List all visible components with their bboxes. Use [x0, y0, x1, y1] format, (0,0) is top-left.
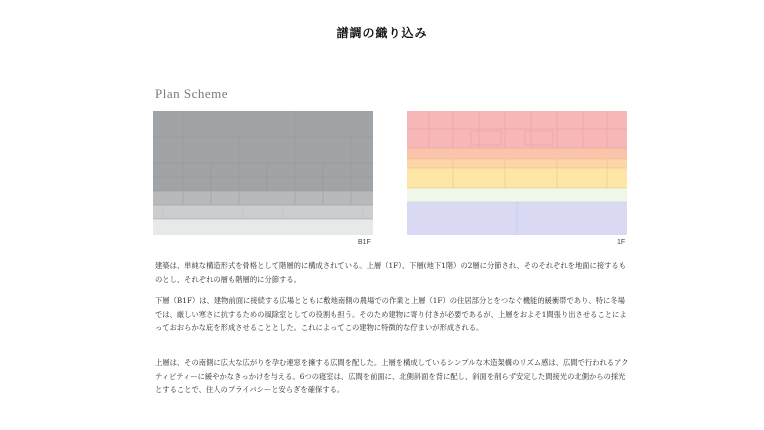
b1f-plan-caption: B1F: [358, 239, 371, 246]
section-heading: Plan Scheme: [155, 86, 229, 101]
b1f-plan-linework: [153, 111, 373, 235]
1f-plan-linework: [407, 111, 627, 235]
b1f-plan-image: [153, 111, 373, 235]
1f-plan-image: [407, 111, 627, 235]
paragraph-structure: 建築は、単純な構造形式を骨格として階層的に構成されている。上層（1F）、下層(地下1階）の2層に分節され、そのそれぞれを地面に接するものとし、それぞれの層も階層的に分節する。: [155, 261, 627, 284]
1f-plan-caption: 1F: [617, 239, 626, 246]
paragraph-lower-level: 下層（B1F）は、建物前面に接続する広場とともに敷地南側の農場での作業と上層（1F）の住居部分とをつなぐ機能的緩衝帯であり、特に冬場では、厳しい寒さに抗するための風除室としての役割も担う。そのため建物に寄り付きが必要であるが、上層をおよそ1間張り出させることによっておおらかな庇を形成させることとした。これによってこの建物に特徴的な佇まいが形成される。: [155, 296, 627, 332]
paragraph-upper-level: 上層は、その南側に広大な広がりを孕む連窓を擁する広間を配した。上層を構成しているシンプルな木造架構のリズム感は、広間で行われるアクティビティーに緩やかなきっかけを与える。6つの寝室は、広間を前面に、北側斜面を背に配し、斜面を削らず安定した間接光の北側からの採光とすることで、住人のプライバシーと安らぎを確保する。: [155, 358, 629, 394]
page-title: 譜調の織り込み: [336, 26, 428, 40]
